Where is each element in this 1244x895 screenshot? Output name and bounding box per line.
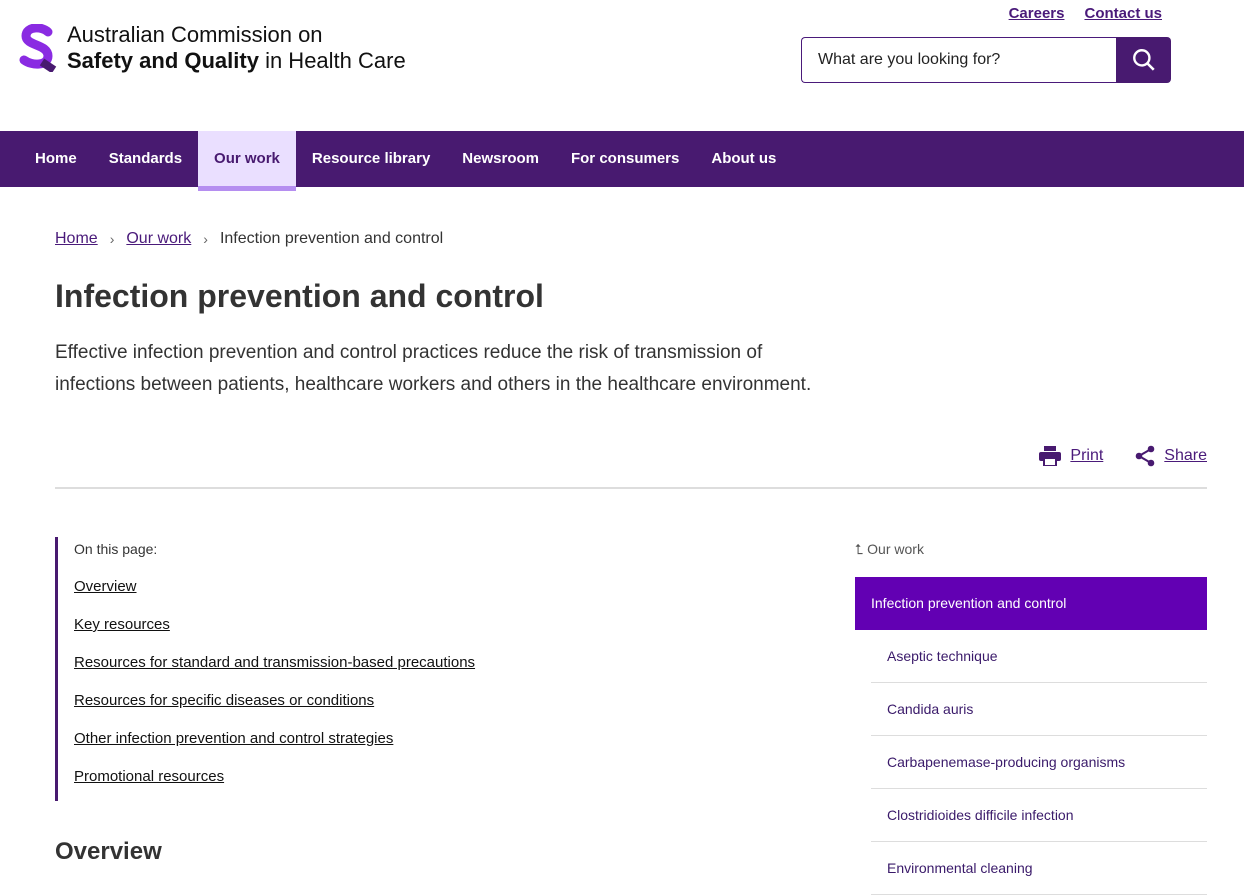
breadcrumb-our-work[interactable]: Our work bbox=[126, 230, 192, 247]
nav-our-work[interactable]: Our work bbox=[198, 131, 296, 191]
on-this-page bbox=[55, 537, 475, 801]
toc-link[interactable]: Key resources bbox=[74, 616, 170, 633]
toc-link[interactable]: Promotional resources bbox=[74, 768, 225, 785]
search-input[interactable] bbox=[801, 37, 1116, 83]
contact-us-link[interactable]: Contact us bbox=[1084, 5, 1162, 22]
printer-icon bbox=[1039, 446, 1061, 466]
toc-link[interactable]: Overview bbox=[74, 578, 137, 595]
toc-link[interactable]: Other infection prevention and control strategies bbox=[74, 730, 394, 747]
share-label: Share bbox=[1164, 447, 1207, 464]
intro-text: Effective infection prevention and control practices reduce the risk of transmission of infections between patients, healthcare workers and others in the healthcare environment. bbox=[55, 342, 812, 395]
nav-about-us[interactable]: About us bbox=[711, 150, 777, 167]
arrow-up-icon: ⮤ bbox=[855, 541, 868, 557]
logo-line2-rest: in Health Care bbox=[258, 48, 406, 73]
divider bbox=[55, 487, 1207, 489]
breadcrumb bbox=[55, 230, 443, 248]
chevron-right-icon: › bbox=[203, 231, 208, 247]
nav-newsroom[interactable]: Newsroom bbox=[462, 150, 539, 167]
sidebar-item[interactable]: Clostridioides difficile infection bbox=[871, 789, 1207, 842]
logo-line2-bold: Safety and Quality bbox=[67, 48, 259, 73]
careers-link[interactable]: Careers bbox=[1008, 5, 1065, 22]
overview-heading: Overview bbox=[55, 838, 162, 865]
breadcrumb-home[interactable]: Home bbox=[55, 230, 98, 247]
section-sidebar bbox=[855, 537, 1207, 895]
print-button[interactable] bbox=[1039, 445, 1103, 467]
share-button[interactable] bbox=[1135, 445, 1207, 467]
share-icon bbox=[1135, 445, 1155, 467]
main-nav bbox=[0, 131, 1244, 187]
toc-link[interactable]: Resources for specific diseases or conditions bbox=[74, 692, 375, 709]
search-icon bbox=[1131, 47, 1157, 73]
nav-resource-library[interactable]: Resource library bbox=[311, 150, 431, 167]
sidebar-item-current[interactable]: Infection prevention and control bbox=[855, 577, 1207, 630]
breadcrumb-current: Infection prevention and control bbox=[219, 230, 444, 247]
sidebar-item[interactable]: Environmental cleaning bbox=[871, 842, 1207, 895]
toc-link[interactable]: Resources for standard and transmission-based precautions bbox=[74, 654, 476, 671]
sidebar-item[interactable]: Aseptic technique bbox=[871, 630, 1207, 683]
search-button[interactable] bbox=[1116, 37, 1171, 83]
sidebar-item[interactable]: Carbapenemase-producing organisms bbox=[871, 736, 1207, 789]
print-label: Print bbox=[1070, 447, 1104, 464]
nav-standards[interactable]: Standards bbox=[108, 150, 183, 167]
toc-label: On this page: bbox=[74, 541, 158, 557]
site-logo[interactable] bbox=[18, 22, 406, 74]
sidebar-parent-label: Our work bbox=[867, 541, 924, 557]
logo-line1: Australian Commission on bbox=[67, 22, 323, 47]
logo-icon bbox=[18, 24, 58, 72]
nav-for-consumers[interactable]: For consumers bbox=[570, 150, 680, 167]
sidebar-parent-link[interactable] bbox=[855, 537, 1207, 577]
sidebar-item[interactable]: Candida auris bbox=[871, 683, 1207, 736]
nav-home[interactable]: Home bbox=[35, 150, 77, 167]
search-form bbox=[801, 37, 1171, 83]
chevron-right-icon: › bbox=[109, 231, 115, 247]
page-title: Infection prevention and control bbox=[55, 278, 544, 314]
